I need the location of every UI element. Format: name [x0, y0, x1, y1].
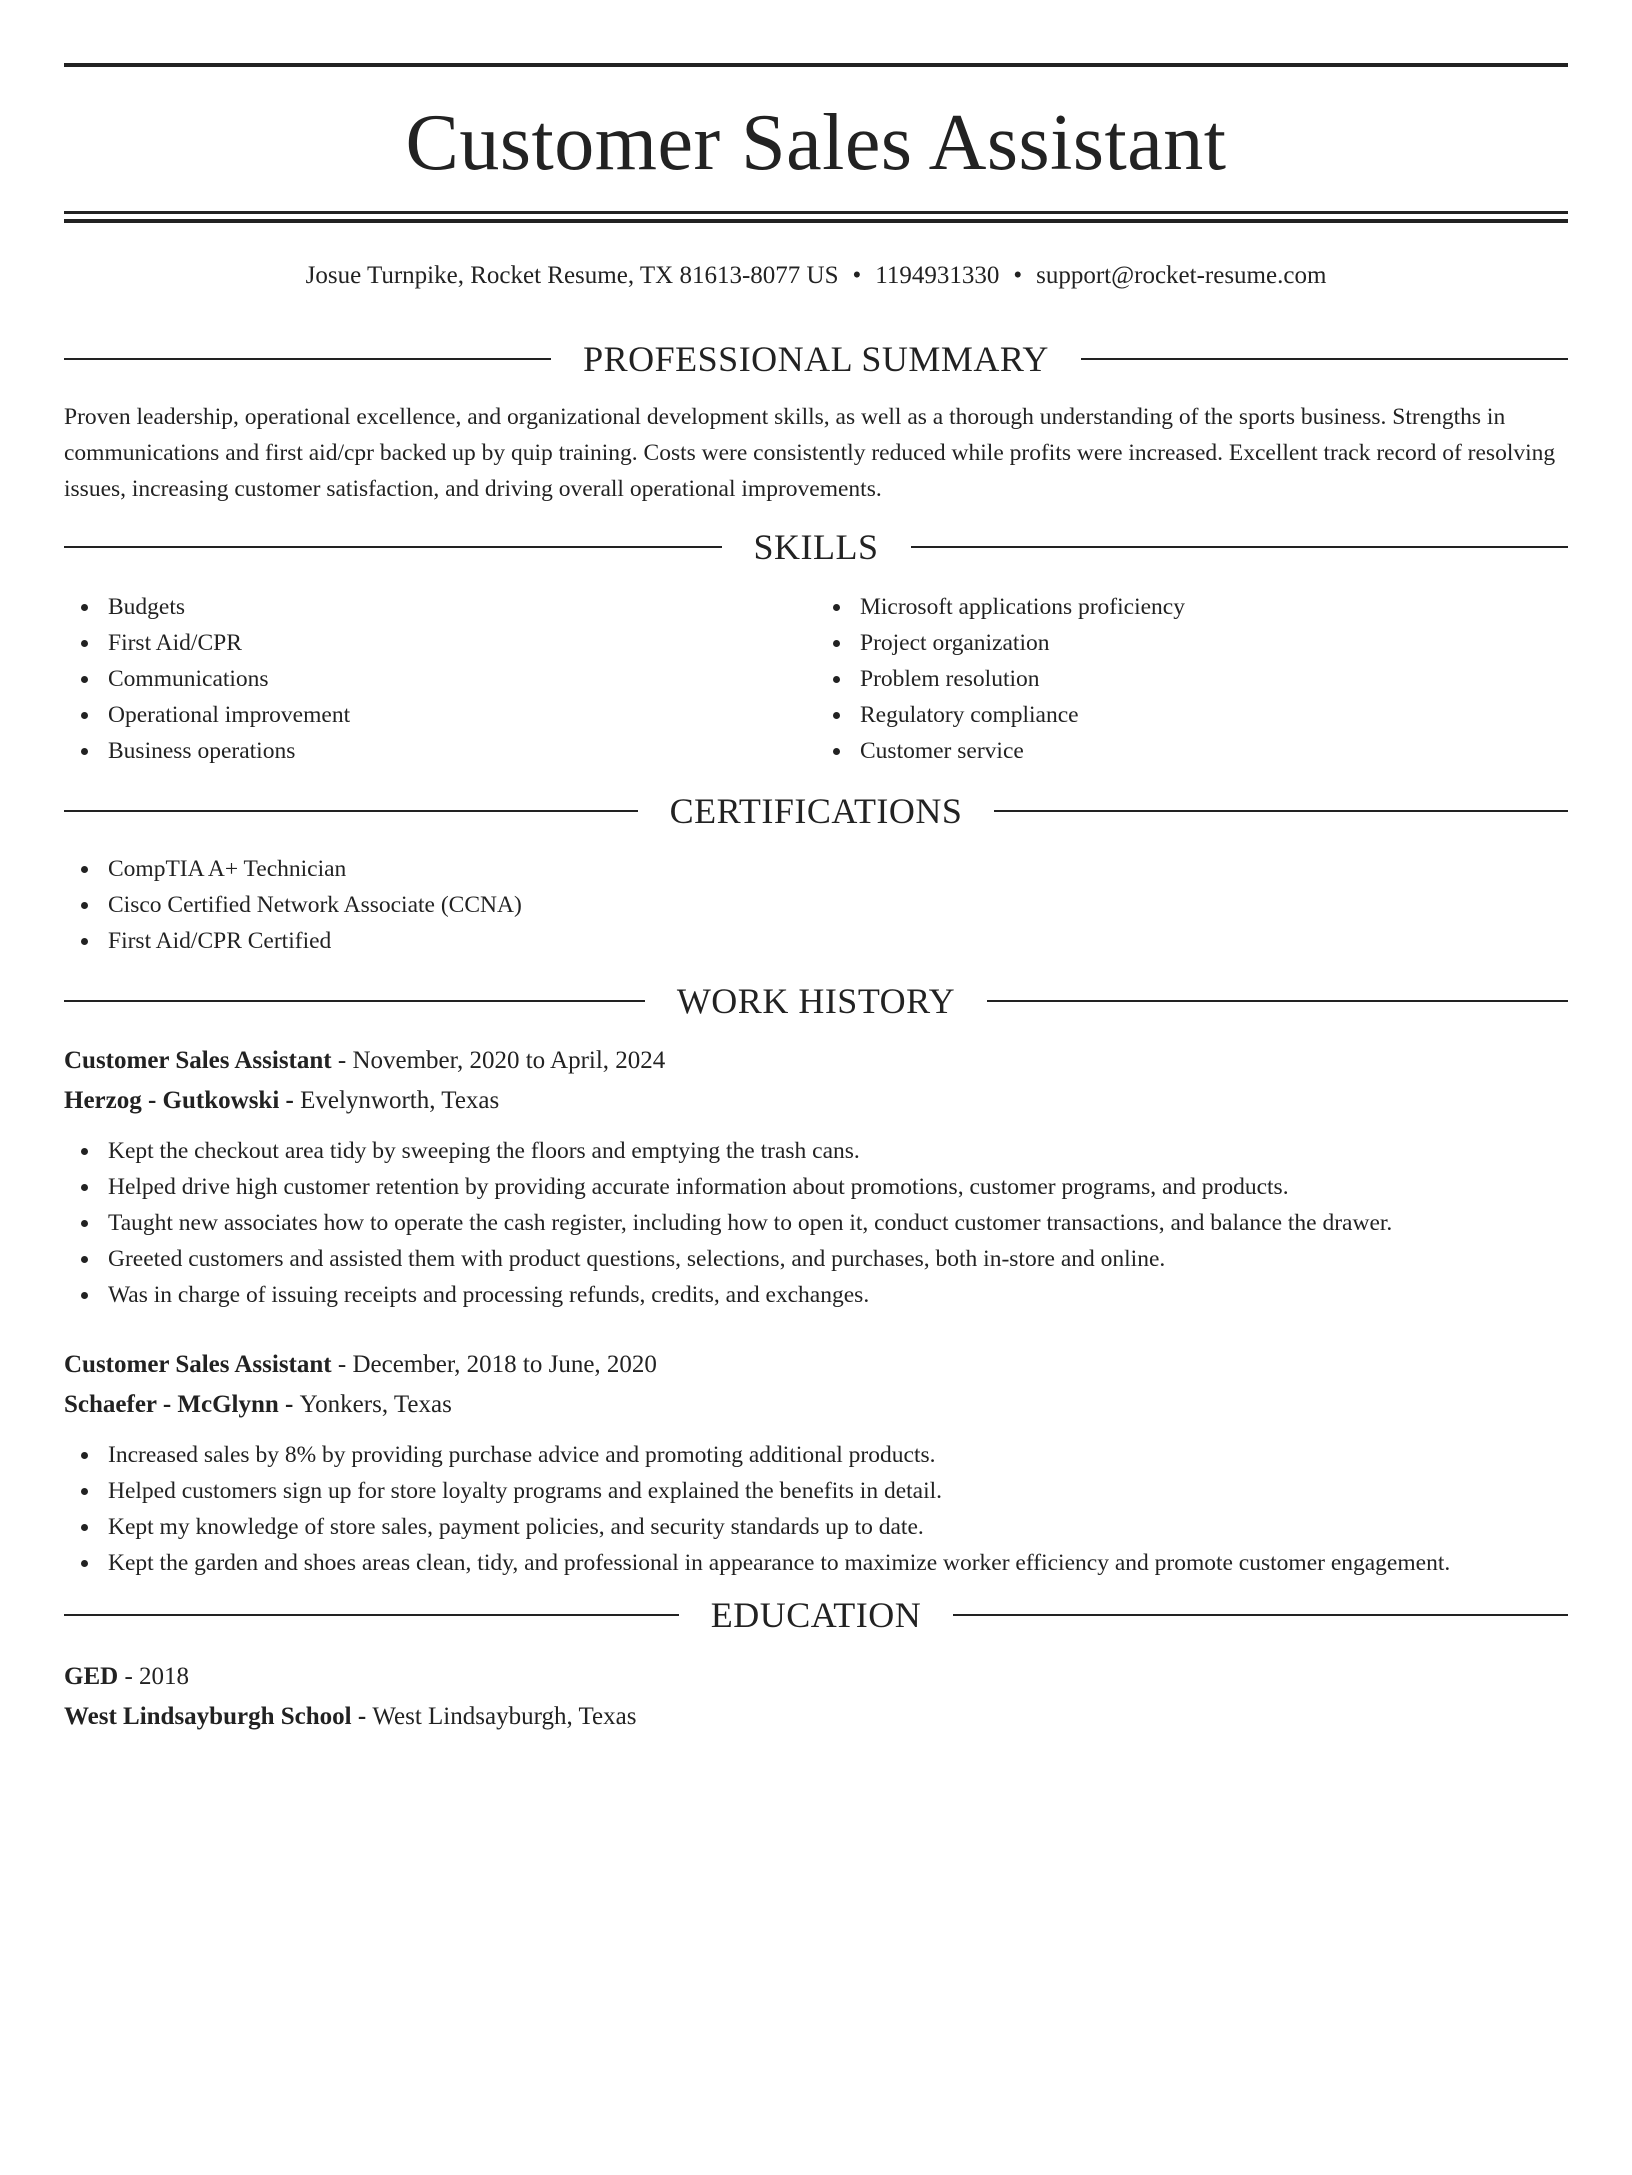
summary-heading: PROFESSIONAL SUMMARY — [583, 339, 1049, 379]
dash: - — [331, 1047, 353, 1074]
job-dates: December, 2018 to June, 2020 — [352, 1351, 657, 1378]
job-duty-item: Helped customers sign up for store loyalty programs and explained the benefits in detail. — [64, 1473, 1568, 1509]
education-year: 2018 — [139, 1663, 190, 1690]
heading-rule-right — [911, 546, 1569, 548]
heading-rule-left — [64, 1614, 679, 1616]
work-section-heading — [64, 983, 1568, 1019]
education-degree-line — [64, 1657, 1568, 1697]
skill-item: Project organization — [816, 625, 1568, 661]
education-school-line — [64, 1697, 1568, 1737]
education-heading: EDUCATION — [710, 1595, 922, 1635]
heading-rule-right — [1081, 358, 1568, 360]
job-duties-list — [64, 1437, 1568, 1581]
dash: - — [331, 1351, 353, 1378]
skills-column-right — [816, 589, 1568, 769]
job-duty-item: Kept the garden and shoes areas clean, tidy, and professional in appearance to maximize worker efficiency and promote customer engagement. — [64, 1545, 1568, 1581]
dash: - — [279, 1087, 301, 1114]
skill-item: First Aid/CPR — [64, 625, 816, 661]
certifications-heading: CERTIFICATIONS — [669, 791, 963, 831]
job-title: Customer Sales Assistant — [64, 1351, 332, 1378]
job-duties-list — [64, 1133, 1568, 1313]
heading-rule-right — [987, 1000, 1568, 1002]
job-title: Customer Sales Assistant — [64, 1047, 332, 1074]
heading-rule-left — [64, 358, 551, 360]
education-section-heading — [64, 1597, 1568, 1633]
skill-item: Budgets — [64, 589, 816, 625]
job-title-line — [64, 1041, 1568, 1081]
dash: - — [278, 1391, 300, 1418]
certifications-list — [64, 851, 1568, 959]
job-duty-item: Kept my knowledge of store sales, payment policies, and security standards up to date. — [64, 1509, 1568, 1545]
page-title: Customer Sales Assistant — [405, 99, 1227, 187]
contact-address: Josue Turnpike, Rocket Resume, TX 81613-8077 US — [305, 262, 839, 289]
skills-column-left — [64, 589, 816, 769]
job-duty-item: Greeted customers and assisted them with product questions, selections, and purchases, both in-store and online. — [64, 1241, 1568, 1277]
skill-item: Operational improvement — [64, 697, 816, 733]
job-company-line — [64, 1081, 1568, 1121]
skill-item: Problem resolution — [816, 661, 1568, 697]
dash: - — [351, 1703, 373, 1730]
job-entry — [64, 1041, 1568, 1313]
skill-item: Customer service — [816, 733, 1568, 769]
skills-section-heading — [64, 529, 1568, 565]
contact-separator: • — [852, 262, 862, 289]
summary-text: Proven leadership, operational excellence, and organizational development skills, as well as a thorough understanding of the sports business. Strengths in communications and first aid/cpr backed up by quip training. Costs were consistently reduced while profits were increased. Excellent track record of resolving issues, increasing customer satisfaction, and driving overall operational improvements. — [64, 404, 1556, 502]
job-duty-item: Was in charge of issuing receipts and processing refunds, credits, and exchanges. — [64, 1277, 1568, 1313]
job-company: Schaefer - McGlynn — [64, 1391, 279, 1418]
certifications-section-heading — [64, 793, 1568, 829]
summary-section-heading — [64, 341, 1568, 377]
skill-item: Regulatory compliance — [816, 697, 1568, 733]
certification-item: CompTIA A+ Technician — [64, 851, 1568, 887]
skill-item: Microsoft applications proficiency — [816, 589, 1568, 625]
heading-rule-left — [64, 810, 638, 812]
certification-item: First Aid/CPR Certified — [64, 923, 1568, 959]
job-company-line — [64, 1385, 1568, 1425]
dash: - — [118, 1663, 140, 1690]
contact-email[interactable]: support@rocket-resume.com — [1036, 262, 1327, 289]
heading-rule-right — [953, 1614, 1568, 1616]
resume-page — [0, 63, 1632, 2175]
job-company: Herzog - Gutkowski — [64, 1087, 280, 1114]
certification-item: Cisco Certified Network Associate (CCNA) — [64, 887, 1568, 923]
education-entry — [64, 1657, 1568, 1737]
skills-list — [64, 589, 1568, 769]
skill-item: Communications — [64, 661, 816, 697]
job-location: Evelynworth, Texas — [300, 1087, 500, 1114]
contact-separator: • — [1013, 262, 1023, 289]
job-duty-item: Helped drive high customer retention by providing accurate information about promotions, customer programs, and products. — [64, 1169, 1568, 1205]
title-double-rule — [64, 211, 1568, 223]
top-rule — [64, 63, 1568, 67]
education-location: West Lindsayburgh, Texas — [372, 1703, 637, 1730]
contact-line — [64, 261, 1568, 291]
job-duty-item: Increased sales by 8% by providing purchase advice and promoting additional products. — [64, 1437, 1568, 1473]
skill-item: Business operations — [64, 733, 816, 769]
contact-phone: 1194931330 — [875, 262, 1000, 289]
heading-rule-right — [994, 810, 1568, 812]
work-heading: WORK HISTORY — [676, 981, 956, 1021]
job-dates: November, 2020 to April, 2024 — [352, 1047, 666, 1074]
job-entry — [64, 1345, 1568, 1581]
education-school: West Lindsayburgh School — [64, 1703, 352, 1730]
job-location: Yonkers, Texas — [299, 1391, 452, 1418]
job-title-line — [64, 1345, 1568, 1385]
education-degree: GED — [64, 1663, 119, 1690]
heading-rule-left — [64, 1000, 645, 1002]
job-duty-item: Taught new associates how to operate the cash register, including how to open it, conduct customer transactions, and balance the drawer. — [64, 1205, 1568, 1241]
heading-rule-left — [64, 546, 722, 548]
job-duty-item: Kept the checkout area tidy by sweeping the floors and emptying the trash cans. — [64, 1133, 1568, 1169]
skills-heading: SKILLS — [753, 527, 879, 567]
